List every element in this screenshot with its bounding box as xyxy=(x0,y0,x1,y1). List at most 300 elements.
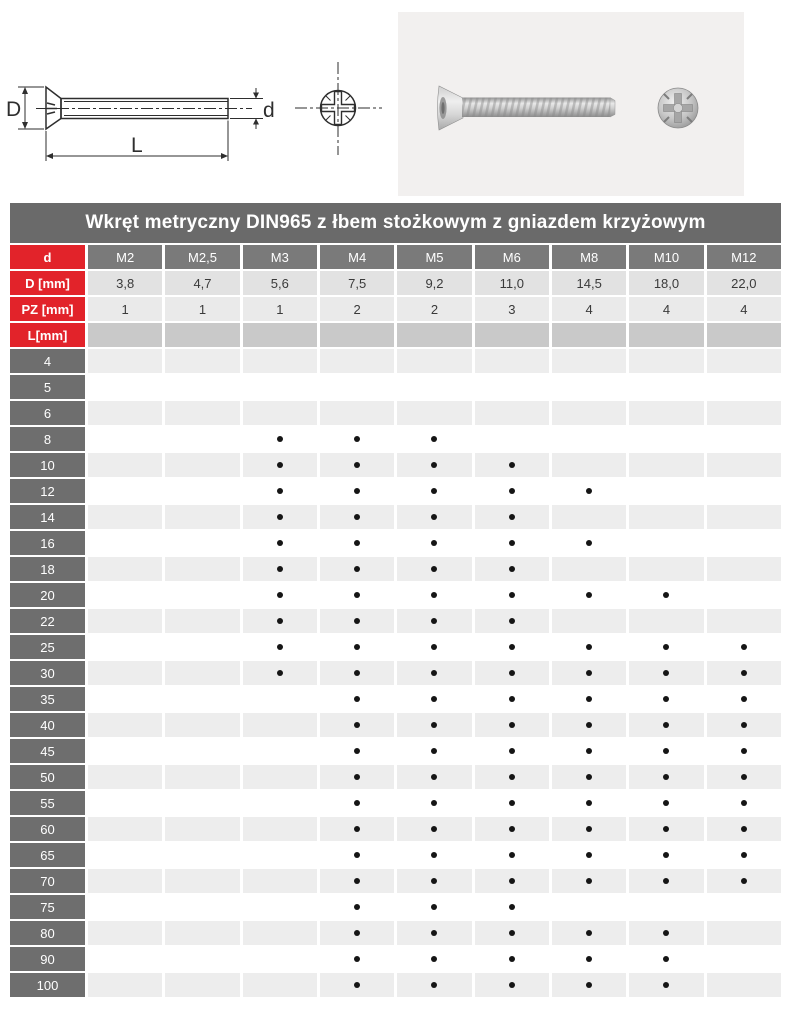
availability-cell xyxy=(707,661,781,685)
availability-dot xyxy=(586,696,592,702)
availability-cell xyxy=(629,921,703,945)
availability-cell xyxy=(629,817,703,841)
availability-dot xyxy=(354,696,360,702)
availability-cell xyxy=(475,375,549,399)
availability-dot xyxy=(354,774,360,780)
availability-cell xyxy=(629,583,703,607)
availability-dot xyxy=(509,592,515,598)
length-header-empty-cell xyxy=(88,323,162,347)
header-illustrations xyxy=(0,0,791,200)
availability-cell xyxy=(397,375,471,399)
availability-cell xyxy=(243,791,317,815)
availability-cell xyxy=(397,817,471,841)
availability-cell xyxy=(243,921,317,945)
availability-cell xyxy=(707,453,781,477)
size-row-header: 20 xyxy=(10,583,85,607)
availability-cell xyxy=(88,817,162,841)
length-header-empty-cell xyxy=(629,323,703,347)
availability-cell xyxy=(552,869,626,893)
availability-dot xyxy=(663,956,669,962)
availability-dot xyxy=(431,618,437,624)
availability-cell xyxy=(320,583,394,607)
size-row xyxy=(10,427,781,451)
availability-cell xyxy=(165,349,239,373)
availability-dot xyxy=(509,488,515,494)
availability-cell xyxy=(397,609,471,633)
availability-cell xyxy=(320,817,394,841)
availability-cell xyxy=(243,453,317,477)
availability-cell xyxy=(552,895,626,919)
availability-cell xyxy=(707,635,781,659)
availability-dot xyxy=(586,670,592,676)
availability-cell xyxy=(397,765,471,789)
availability-cell xyxy=(629,739,703,763)
availability-cell xyxy=(397,349,471,373)
size-row-header: 16 xyxy=(10,531,85,555)
dimension-label-D: D xyxy=(6,98,22,121)
availability-dot xyxy=(431,462,437,468)
availability-dot xyxy=(354,930,360,936)
size-row xyxy=(10,687,781,711)
size-row xyxy=(10,895,781,919)
availability-cell xyxy=(320,687,394,711)
availability-cell xyxy=(552,713,626,737)
availability-cell xyxy=(165,895,239,919)
availability-dot xyxy=(277,488,283,494)
size-row-header: 12 xyxy=(10,479,85,503)
availability-cell xyxy=(552,973,626,997)
availability-cell xyxy=(88,713,162,737)
availability-cell xyxy=(707,375,781,399)
availability-dot xyxy=(509,852,515,858)
availability-dot xyxy=(663,774,669,780)
availability-dot xyxy=(663,592,669,598)
availability-dot xyxy=(277,436,283,442)
availability-cell xyxy=(243,531,317,555)
availability-cell xyxy=(88,401,162,425)
availability-cell xyxy=(397,531,471,555)
availability-cell xyxy=(88,583,162,607)
size-row-header: 35 xyxy=(10,687,85,711)
availability-dot xyxy=(509,800,515,806)
availability-dot xyxy=(741,696,747,702)
head-diameter-value: 9,2 xyxy=(397,271,471,295)
availability-cell xyxy=(320,557,394,581)
size-row-header: 8 xyxy=(10,427,85,451)
availability-cell xyxy=(475,401,549,425)
screw-artwork xyxy=(0,0,791,200)
availability-cell xyxy=(397,921,471,945)
availability-cell xyxy=(397,687,471,711)
availability-cell xyxy=(707,765,781,789)
head-diameter-row xyxy=(10,271,781,295)
availability-dot xyxy=(354,826,360,832)
availability-dot xyxy=(663,930,669,936)
availability-dot xyxy=(431,488,437,494)
availability-cell xyxy=(320,791,394,815)
availability-cell xyxy=(629,869,703,893)
availability-cell xyxy=(88,427,162,451)
availability-cell xyxy=(707,687,781,711)
availability-dot xyxy=(586,722,592,728)
availability-dot xyxy=(586,878,592,884)
availability-dot xyxy=(277,644,283,650)
availability-dot xyxy=(663,826,669,832)
availability-dot xyxy=(354,748,360,754)
availability-cell xyxy=(552,739,626,763)
availability-dot xyxy=(663,670,669,676)
availability-cell xyxy=(475,349,549,373)
availability-cell xyxy=(243,895,317,919)
availability-cell xyxy=(707,401,781,425)
availability-cell xyxy=(165,583,239,607)
availability-cell xyxy=(165,505,239,529)
availability-cell xyxy=(88,947,162,971)
availability-cell xyxy=(629,349,703,373)
availability-cell xyxy=(88,869,162,893)
availability-cell xyxy=(320,921,394,945)
availability-cell xyxy=(552,427,626,451)
length-header-empty-cell xyxy=(243,323,317,347)
size-row-header: 80 xyxy=(10,921,85,945)
size-col-header: M4 xyxy=(320,245,394,269)
length-header-empty-cell xyxy=(320,323,394,347)
availability-cell xyxy=(629,375,703,399)
availability-cell xyxy=(320,479,394,503)
availability-cell xyxy=(397,973,471,997)
availability-cell xyxy=(88,921,162,945)
size-row xyxy=(10,661,781,685)
availability-cell xyxy=(88,895,162,919)
size-col-header: M6 xyxy=(475,245,549,269)
pz-size-value: 1 xyxy=(243,297,317,321)
size-row xyxy=(10,739,781,763)
availability-dot xyxy=(431,878,437,884)
availability-dot xyxy=(431,644,437,650)
availability-dot xyxy=(586,748,592,754)
availability-cell xyxy=(243,817,317,841)
availability-cell xyxy=(88,791,162,815)
availability-dot xyxy=(741,852,747,858)
table-title: Wkręt metryczny DIN965 z łbem stożkowym z gniazdem krzyżowym xyxy=(10,203,781,243)
availability-cell xyxy=(629,713,703,737)
size-row-header: 75 xyxy=(10,895,85,919)
size-row xyxy=(10,921,781,945)
availability-dot xyxy=(277,618,283,624)
availability-dot xyxy=(509,670,515,676)
availability-dot xyxy=(586,852,592,858)
availability-cell xyxy=(707,479,781,503)
availability-dot xyxy=(509,774,515,780)
availability-dot xyxy=(586,644,592,650)
availability-dot xyxy=(741,670,747,676)
availability-dot xyxy=(509,644,515,650)
size-row-header: 30 xyxy=(10,661,85,685)
availability-dot xyxy=(509,540,515,546)
availability-dot xyxy=(586,592,592,598)
availability-cell xyxy=(320,505,394,529)
availability-cell xyxy=(243,973,317,997)
availability-cell xyxy=(475,609,549,633)
availability-dot xyxy=(663,696,669,702)
size-row xyxy=(10,453,781,477)
availability-dot xyxy=(354,800,360,806)
availability-cell xyxy=(629,505,703,529)
availability-dot xyxy=(277,540,283,546)
availability-cell xyxy=(629,427,703,451)
availability-cell xyxy=(320,765,394,789)
length-header-row xyxy=(10,323,781,347)
availability-cell xyxy=(475,921,549,945)
availability-cell xyxy=(707,843,781,867)
availability-dot xyxy=(509,904,515,910)
availability-dot xyxy=(509,566,515,572)
availability-cell xyxy=(397,661,471,685)
availability-dot xyxy=(586,826,592,832)
availability-cell xyxy=(88,661,162,685)
availability-cell xyxy=(552,661,626,685)
availability-cell xyxy=(475,791,549,815)
availability-dot xyxy=(431,852,437,858)
availability-cell xyxy=(552,791,626,815)
size-row xyxy=(10,531,781,555)
availability-cell xyxy=(320,739,394,763)
availability-cell xyxy=(707,505,781,529)
availability-cell xyxy=(397,843,471,867)
size-row xyxy=(10,401,781,425)
availability-cell xyxy=(475,687,549,711)
availability-cell xyxy=(243,375,317,399)
size-row xyxy=(10,375,781,399)
availability-cell xyxy=(165,921,239,945)
availability-cell xyxy=(475,973,549,997)
size-row xyxy=(10,505,781,529)
availability-dot xyxy=(741,878,747,884)
availability-cell xyxy=(88,843,162,867)
availability-cell xyxy=(165,791,239,815)
availability-cell xyxy=(243,583,317,607)
availability-dot xyxy=(277,514,283,520)
availability-cell xyxy=(707,973,781,997)
availability-dot xyxy=(663,722,669,728)
availability-cell xyxy=(165,453,239,477)
pozidriv-recess-drawing xyxy=(295,62,382,155)
availability-cell xyxy=(475,557,549,581)
availability-cell xyxy=(552,505,626,529)
availability-cell xyxy=(707,791,781,815)
availability-cell xyxy=(320,375,394,399)
availability-cell xyxy=(88,531,162,555)
availability-cell xyxy=(629,401,703,425)
dimension-label-d: d xyxy=(263,99,275,122)
size-row xyxy=(10,791,781,815)
availability-cell xyxy=(707,947,781,971)
length-header-empty-cell xyxy=(397,323,471,347)
availability-dot xyxy=(431,982,437,988)
availability-cell xyxy=(629,765,703,789)
availability-dot xyxy=(431,826,437,832)
availability-cell xyxy=(397,505,471,529)
availability-cell xyxy=(552,921,626,945)
availability-dot xyxy=(509,696,515,702)
availability-cell xyxy=(165,947,239,971)
head-diameter-value: 11,0 xyxy=(475,271,549,295)
size-row xyxy=(10,765,781,789)
availability-dot xyxy=(741,722,747,728)
size-row-header: 22 xyxy=(10,609,85,633)
size-col-header: M2 xyxy=(88,245,162,269)
availability-cell xyxy=(552,531,626,555)
availability-dot xyxy=(354,488,360,494)
availability-cell xyxy=(320,713,394,737)
availability-cell xyxy=(243,713,317,737)
availability-dot xyxy=(354,644,360,650)
availability-cell xyxy=(707,817,781,841)
availability-cell xyxy=(707,349,781,373)
availability-cell xyxy=(397,401,471,425)
availability-cell xyxy=(629,635,703,659)
availability-dot xyxy=(354,618,360,624)
screw-side-photo xyxy=(438,86,616,130)
availability-dot xyxy=(431,540,437,546)
availability-cell xyxy=(629,661,703,685)
availability-dot xyxy=(431,696,437,702)
availability-dot xyxy=(431,436,437,442)
availability-cell xyxy=(397,895,471,919)
availability-dot xyxy=(354,540,360,546)
size-row xyxy=(10,609,781,633)
availability-cell xyxy=(707,427,781,451)
availability-dot xyxy=(509,748,515,754)
availability-dot xyxy=(741,800,747,806)
availability-cell xyxy=(88,973,162,997)
availability-dot xyxy=(741,826,747,832)
availability-dot xyxy=(354,566,360,572)
availability-dot xyxy=(354,852,360,858)
availability-dot xyxy=(663,800,669,806)
availability-dot xyxy=(354,436,360,442)
pz-size-value: 2 xyxy=(397,297,471,321)
size-row xyxy=(10,869,781,893)
availability-cell xyxy=(707,557,781,581)
availability-dot xyxy=(354,670,360,676)
size-row-header: 40 xyxy=(10,713,85,737)
length-header-empty-cell xyxy=(165,323,239,347)
availability-cell xyxy=(707,531,781,555)
availability-cell xyxy=(165,713,239,737)
availability-cell xyxy=(475,713,549,737)
size-row-header: 50 xyxy=(10,765,85,789)
availability-cell xyxy=(629,947,703,971)
availability-cell xyxy=(243,661,317,685)
availability-cell xyxy=(320,609,394,633)
size-row-header: 45 xyxy=(10,739,85,763)
availability-cell xyxy=(165,401,239,425)
head-diameter-value: 5,6 xyxy=(243,271,317,295)
availability-cell xyxy=(165,479,239,503)
availability-cell xyxy=(88,687,162,711)
availability-cell xyxy=(243,609,317,633)
size-row xyxy=(10,817,781,841)
screw-head-front-photo xyxy=(658,88,698,128)
availability-cell xyxy=(243,635,317,659)
availability-dot xyxy=(509,826,515,832)
availability-cell xyxy=(320,661,394,685)
availability-cell xyxy=(552,583,626,607)
availability-cell xyxy=(320,531,394,555)
availability-cell xyxy=(320,973,394,997)
availability-cell xyxy=(629,973,703,997)
availability-cell xyxy=(165,427,239,451)
availability-cell xyxy=(397,479,471,503)
availability-cell xyxy=(243,765,317,789)
availability-cell xyxy=(475,427,549,451)
availability-cell xyxy=(165,817,239,841)
head-diameter-value: 14,5 xyxy=(552,271,626,295)
length-header-empty-cell xyxy=(707,323,781,347)
availability-cell xyxy=(475,739,549,763)
availability-cell xyxy=(320,349,394,373)
availability-cell xyxy=(552,765,626,789)
availability-dot xyxy=(354,592,360,598)
availability-cell xyxy=(320,427,394,451)
size-col-header: M10 xyxy=(629,245,703,269)
availability-cell xyxy=(475,661,549,685)
availability-dot xyxy=(354,956,360,962)
availability-cell xyxy=(320,843,394,867)
row-label-L-mm: L[mm] xyxy=(10,323,85,347)
availability-dot xyxy=(586,930,592,936)
availability-cell xyxy=(320,453,394,477)
availability-cell xyxy=(165,635,239,659)
length-header-empty-cell xyxy=(475,323,549,347)
availability-cell xyxy=(707,921,781,945)
availability-cell xyxy=(88,479,162,503)
diameter-header-row xyxy=(10,245,781,269)
availability-cell xyxy=(320,401,394,425)
availability-dot xyxy=(354,722,360,728)
availability-cell xyxy=(552,557,626,581)
availability-cell xyxy=(165,375,239,399)
availability-cell xyxy=(629,791,703,815)
availability-cell xyxy=(165,557,239,581)
availability-dot xyxy=(509,878,515,884)
availability-dot xyxy=(431,670,437,676)
availability-dot xyxy=(586,800,592,806)
pz-size-value: 4 xyxy=(552,297,626,321)
size-col-header: M2,5 xyxy=(165,245,239,269)
availability-dot xyxy=(663,748,669,754)
size-row-header: 60 xyxy=(10,817,85,841)
availability-cell xyxy=(165,687,239,711)
availability-dot xyxy=(431,774,437,780)
pz-size-value: 2 xyxy=(320,297,394,321)
availability-cell xyxy=(552,401,626,425)
availability-cell xyxy=(88,739,162,763)
size-row-header: 4 xyxy=(10,349,85,373)
row-label-D-mm: D [mm] xyxy=(10,271,85,295)
length-header-empty-cell xyxy=(552,323,626,347)
availability-cell xyxy=(320,895,394,919)
availability-cell xyxy=(707,609,781,633)
availability-cell xyxy=(552,349,626,373)
availability-dot xyxy=(431,800,437,806)
availability-cell xyxy=(165,609,239,633)
availability-cell xyxy=(475,765,549,789)
availability-dot xyxy=(586,540,592,546)
dimension-label-L: L xyxy=(131,134,143,157)
availability-cell xyxy=(475,947,549,971)
